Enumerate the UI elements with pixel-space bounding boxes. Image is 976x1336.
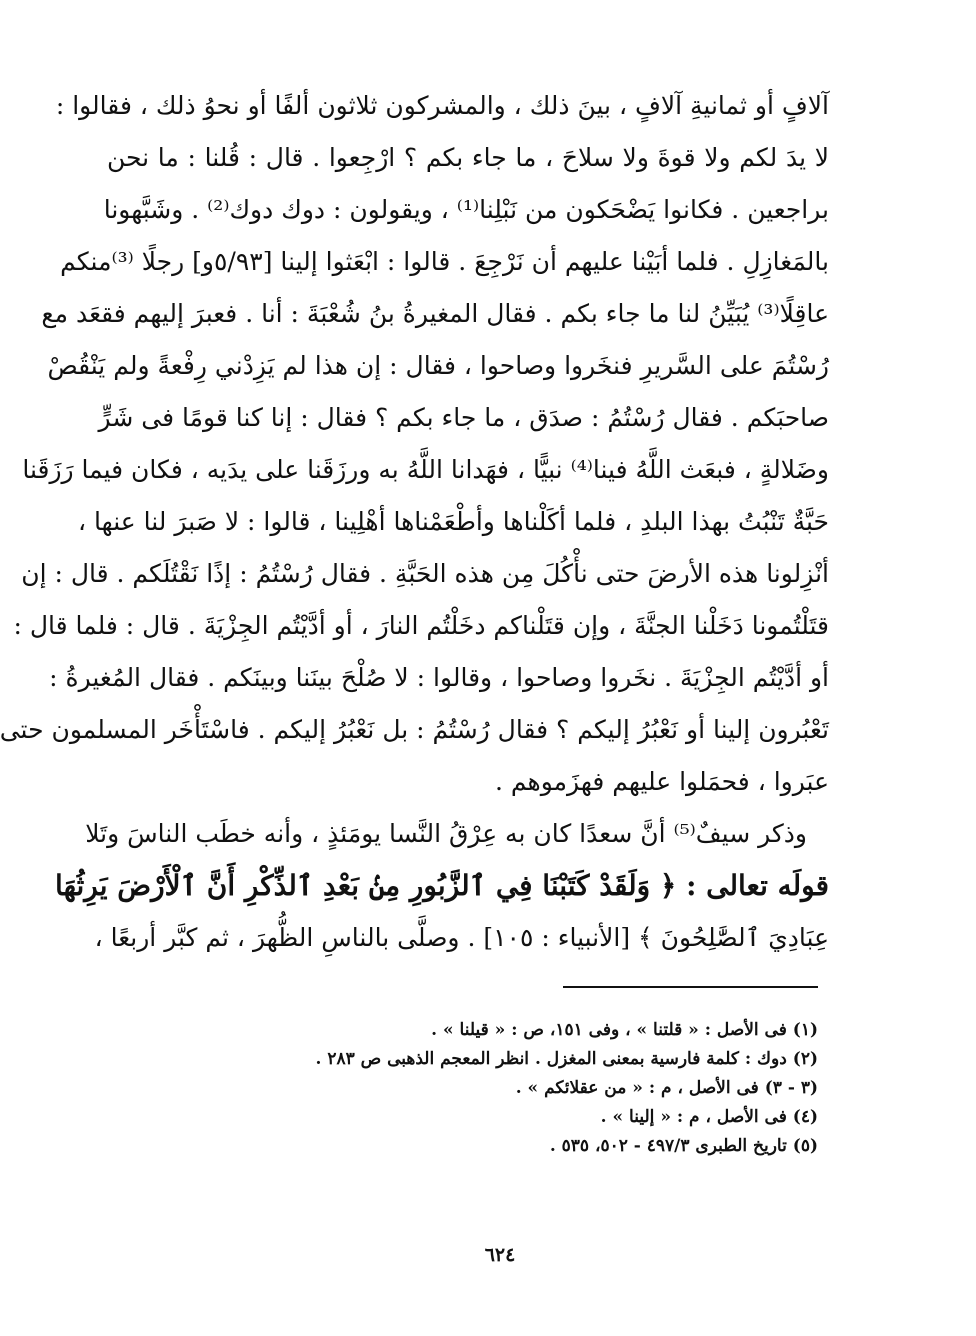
footnote: (٢) دوك : كلمة فارسية بمعنى المغزل . انظر المعجم الذهبى ص ٢٨٣ . xyxy=(315,1049,818,1069)
text-line: صاحبَكم . فقال رُسْتُمُ : صدَق ، ما جاء بكم ؟ فقال : إنا كنا قومًا فى شَرٍّ xyxy=(98,403,829,432)
text-line: أو أدَّيْتُم الجِزْيَةَ . نخَروا وصاحوا ، وقالوا : لا صُلْحَ بينَنا وبينَكم . فقال المُغيرةُ : xyxy=(49,663,829,692)
text-line: عِبَادِيَ ٱلصَّٰلِحُونَ ﴾ [الأنبياء : ١٠٥] . وصلَّى بالناسِ الظُّهرَ ، ثم كبَّر أربعًا ، xyxy=(94,923,829,952)
text-line: وضَلالةٍ ، فبعَث اللَّهُ فينا⁽⁴⁾ نبيًّا ، فهَدانا اللَّهُ به ورزَقَنا على يدَيه ، فكان فيما رَزَقَنا xyxy=(22,455,829,484)
text-line: حَبَّةٌ تَنْبُتُ بهذا البلدِ ، فلما أكَلْناها وأطْعَمْناها أهْلِينا ، قالوا : لا صَبرَ لنا عنها ، xyxy=(78,507,829,536)
text-line: لا يدَ لكم ولا قوةَ ولا سلاحَ ، ما جاء بكم ؟ ارْجِعوا . قال : قُلنا : ما نحن xyxy=(107,143,829,172)
text-line: رُسْتُمَ على السَّريرِ فنخَروا وصاحوا ، فقال : إن هذا لم يَزِدْني رِفْعةً ولم يَنْقُصْ xyxy=(47,351,829,380)
text-line: وذكر سيفٌ⁽⁵⁾ أنَّ سعدًا كان به عِرْقُ النَّسا يومَئذٍ ، وأنه خطَب الناسَ وتَلا xyxy=(85,819,807,848)
footnote: (٥) تاريخ الطبرى ٤٩٧/٣ - ٥٠٢، ٥٣٥ . xyxy=(549,1136,818,1156)
page-number: ٦٢٤ xyxy=(484,1244,516,1266)
text-line: أنْزِلونا هذه الأرضَ حتى نأْكُلَ مِن هذه الحَبَّةِ . فقال رُسْتُمُ : إذًا نَقْتُلَكم . قال : إن xyxy=(21,559,829,588)
main-text xyxy=(0,80,829,964)
quran-verse-line: قولَه تعالى : ﴿ وَلَقَدْ كَتَبْنَا فِي ٱلزَّبُورِ مِنۢ بَعْدِ ٱلذِّكْرِ أَنَّ ٱلْأَرْضَ يَرِثُهَا xyxy=(55,869,829,902)
text-line: عبَروا ، فحمَلوا عليهم فهزَموهم . xyxy=(495,767,829,796)
text-line: بالمَغازِلِ . فلما أبَيْنا عليهم أن نَرْجِعَ . قالوا : ابْعَثوا إلينا [٥/٩٣و] رجلًا ⁽³⁾منكم xyxy=(60,247,829,276)
text-line: براجعين . فكانوا يَضْحَكون من نَبْلِنا⁽¹⁾ ، ويقولون : دوك دوك⁽²⁾ . وشَبَّهونا xyxy=(103,195,829,224)
text-line: عاقِلًا⁽³⁾ يُبَيِّنُ لنا ما جاء بكم . فقال المغيرةُ بنُ شُعْبَةَ : أنا . فعبرَ إليهم فقعَد مع xyxy=(41,299,829,328)
text-line: قتَلْتُمونا دَخَلْنا الجنَّةَ ، وإن قتَلْناكم دخَلْتُم النارَ ، أو أدَّيْتُم الجِزْيَةَ . قال : فلما قال : xyxy=(13,611,829,640)
footnote: (٣ - ٣) فى الأصل ، م : « من عقلائكم » . xyxy=(515,1078,818,1098)
footnote: (١) فى الأصل : « قلتنا » ، وفى ١٥١، ص : « قيلنا » . xyxy=(431,1020,818,1040)
footnote: (٤) فى الأصل ، م : « إلينا » . xyxy=(600,1107,818,1127)
footnotes xyxy=(315,1016,818,1161)
footnote-separator xyxy=(563,986,818,988)
text-line: آلافٍ أو ثمانيةِ آلافٍ ، بينَ ذلك ، والمشركون ثلاثون ألفًا أو نحوُ ذلك ، فقالوا : xyxy=(55,91,829,120)
text-line: تَعْبُرون إلينا أو نَعْبُرُ إليكم ؟ فقال رُسْتُمُ : بل نَعْبُرُ إليكم . فاسْتَأْخَر المسلمون حتى xyxy=(0,715,829,744)
